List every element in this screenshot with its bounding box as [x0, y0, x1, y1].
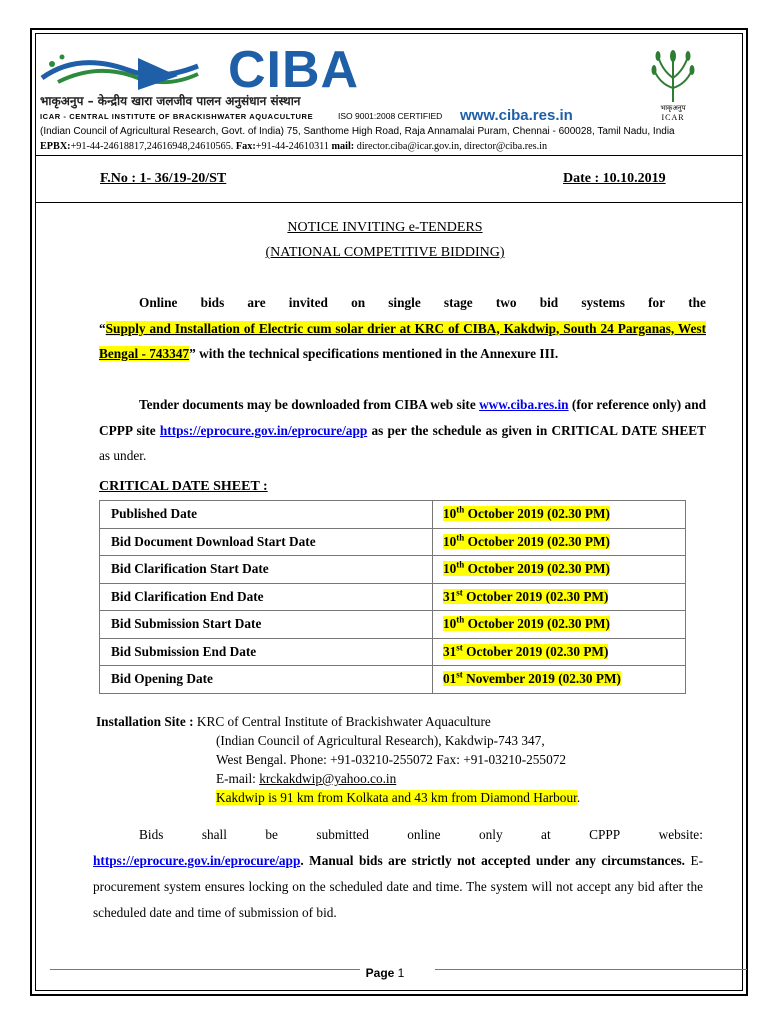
bids-first-line	[93, 822, 703, 848]
page-num: 1	[397, 966, 405, 980]
tender-subject: Supply and Installation of Electric cum solar drier at KRC of CIBA, Kakdwip, South 24 Parganas, West Bengal - 743347	[99, 320, 706, 361]
notice-title: NOTICE INVITING e-TENDERS	[287, 220, 483, 235]
date-label: Bid Clarification Start Date	[100, 556, 433, 584]
website-link[interactable]: www.ciba.res.in	[460, 107, 573, 124]
install-line-3: West Bengal. Phone: +91-03210-255072 Fax: +91-03210-255072	[216, 752, 567, 767]
date-value: 01st November 2019 (02.30 PM)	[433, 666, 686, 694]
intro-rest: ” with the technical specifications mentioned in the Annexure III.	[189, 346, 559, 361]
date-value: 10th October 2019 (02.30 PM)	[433, 611, 686, 639]
bids-text: E-procurement system ensures locking on the scheduled date and time. The system will not accept any bid after the scheduled date and time of submission of bid.	[93, 853, 704, 920]
word: bid	[539, 295, 559, 310]
contact-line	[40, 141, 547, 152]
word: are	[247, 295, 266, 310]
table-row	[100, 501, 686, 529]
install-email-line	[216, 769, 396, 788]
table-row	[100, 528, 686, 556]
address-line: (Indian Council of Agricultural Research, Govt. of India) 75, Santhome High Road, Raja Annamalai Puram, Chennai - 600028, Tamil Nadu, India	[40, 126, 675, 137]
distance-note: Kakdwip is 91 km from Kolkata and 43 km from Diamond Harbour	[216, 790, 577, 805]
installation-label: Installation Site :	[96, 714, 197, 729]
word: for	[648, 295, 666, 310]
word: single	[388, 295, 421, 310]
fax-number: +91-44-24610311	[255, 141, 329, 152]
ciba-fish-logo-icon	[38, 48, 208, 94]
word: CPPP	[589, 827, 621, 842]
word: Online	[139, 295, 178, 310]
date-label: Bid Opening Date	[100, 666, 433, 694]
email-label: E-mail:	[216, 771, 260, 786]
mail-label: mail:	[331, 141, 355, 152]
cppp-site-link[interactable]: https://eprocure.gov.in/eprocure/app	[159, 422, 368, 438]
page-number	[0, 966, 770, 980]
icar-label: ICAR	[661, 113, 685, 122]
word: at	[541, 827, 551, 842]
install-line-1: KRC of Central Institute of Brackishwater Aquaculture	[196, 714, 491, 729]
date-label: Bid Submission Start Date	[100, 611, 433, 639]
word: Bids	[139, 827, 164, 842]
notice-subtitle: (NATIONAL COMPETITIVE BIDDING)	[265, 245, 505, 260]
bids-warning: . Manual bids are strictly not accepted under any circumstances.	[300, 853, 685, 868]
file-number: F.No : 1- 36/19-20/ST	[100, 171, 227, 186]
word: two	[495, 295, 517, 310]
iso-certification: ISO 9001:2008 CERTIFIED	[338, 111, 443, 121]
ciba-site-link[interactable]: www.ciba.res.in	[479, 397, 569, 412]
table-row	[100, 556, 686, 584]
icar-label-hindi: भाकृअनुप	[660, 104, 686, 112]
date-value: 10th October 2019 (02.30 PM)	[433, 501, 686, 529]
letterhead	[38, 40, 738, 160]
word: on	[351, 295, 366, 310]
notice-date: Date : 10.10.2019	[563, 171, 666, 186]
word: only	[478, 827, 503, 842]
tender-paragraph	[99, 392, 706, 469]
table-row	[100, 666, 686, 694]
word: online	[407, 827, 441, 842]
critical-date-table	[99, 500, 686, 694]
word: submitted	[316, 827, 369, 842]
date-value: 31st October 2019 (02.30 PM)	[433, 583, 686, 611]
icar-wheat-logo-icon	[650, 48, 696, 104]
ref-divider	[36, 202, 742, 203]
date-label: Bid Submission End Date	[100, 638, 433, 666]
fax-label: Fax:	[235, 141, 256, 152]
date-label: Bid Document Download Start Date	[100, 528, 433, 556]
bids-body	[93, 848, 703, 926]
date-value: 10th October 2019 (02.30 PM)	[433, 556, 686, 584]
date-label: Bid Clarification End Date	[100, 583, 433, 611]
critical-date-sheet-title: CRITICAL DATE SHEET :	[99, 479, 268, 494]
table-row	[100, 611, 686, 639]
tender-text: (for reference only) and CPPP site	[99, 397, 706, 438]
epbx-label: EPBX:	[40, 141, 71, 152]
intro-paragraph	[99, 290, 706, 367]
epbx-number: +91-44-24618817,24616948,24610565.	[70, 141, 234, 152]
brand-name: CIBA	[228, 41, 360, 99]
open-quote: “	[99, 320, 106, 336]
institute-name-english: ICAR - CENTRAL INSTITUTE OF BRACKISHWATER AQUACULTURE	[40, 112, 314, 121]
institute-name-hindi: भाकृअनुप – केन्द्रीय खारा जलजीव पालन अनुसंधान संस्थान	[40, 94, 301, 108]
tender-text: as per the schedule as given in CRITICAL DATE SHEET	[367, 422, 706, 438]
word: invited	[288, 295, 328, 310]
table-row	[100, 638, 686, 666]
word: bids	[200, 295, 225, 310]
period: .	[576, 790, 581, 805]
date-value: 31st October 2019 (02.30 PM)	[433, 638, 686, 666]
mail-address[interactable]: director.ciba@icar.gov.in, director@ciba.res.in	[356, 141, 548, 152]
word: website:	[658, 827, 703, 842]
word: shall	[201, 827, 227, 842]
cppp-link[interactable]: https://eprocure.gov.in/eprocure/app	[93, 853, 301, 868]
table-row	[100, 583, 686, 611]
install-email-link[interactable]: krckakdwip@yahoo.co.in	[259, 771, 397, 786]
bids-paragraph	[93, 822, 703, 926]
word: systems	[581, 295, 625, 310]
installation-site	[96, 712, 581, 807]
word: be	[265, 827, 278, 842]
intro-body	[99, 316, 706, 367]
install-line-2: (Indian Council of Agricultural Research), Kakdwip-743 347,	[216, 733, 545, 748]
tender-text: Tender documents may be downloaded from CIBA web site	[139, 397, 480, 412]
page-label: Page	[365, 966, 395, 980]
install-distance-line	[216, 788, 580, 807]
header-divider	[36, 155, 742, 156]
word: the	[688, 295, 706, 310]
date-value: 10th October 2019 (02.30 PM)	[433, 528, 686, 556]
date-label: Published Date	[100, 501, 433, 529]
tender-text: as under.	[99, 448, 147, 463]
word: stage	[443, 295, 473, 310]
intro-first-line	[99, 290, 706, 316]
